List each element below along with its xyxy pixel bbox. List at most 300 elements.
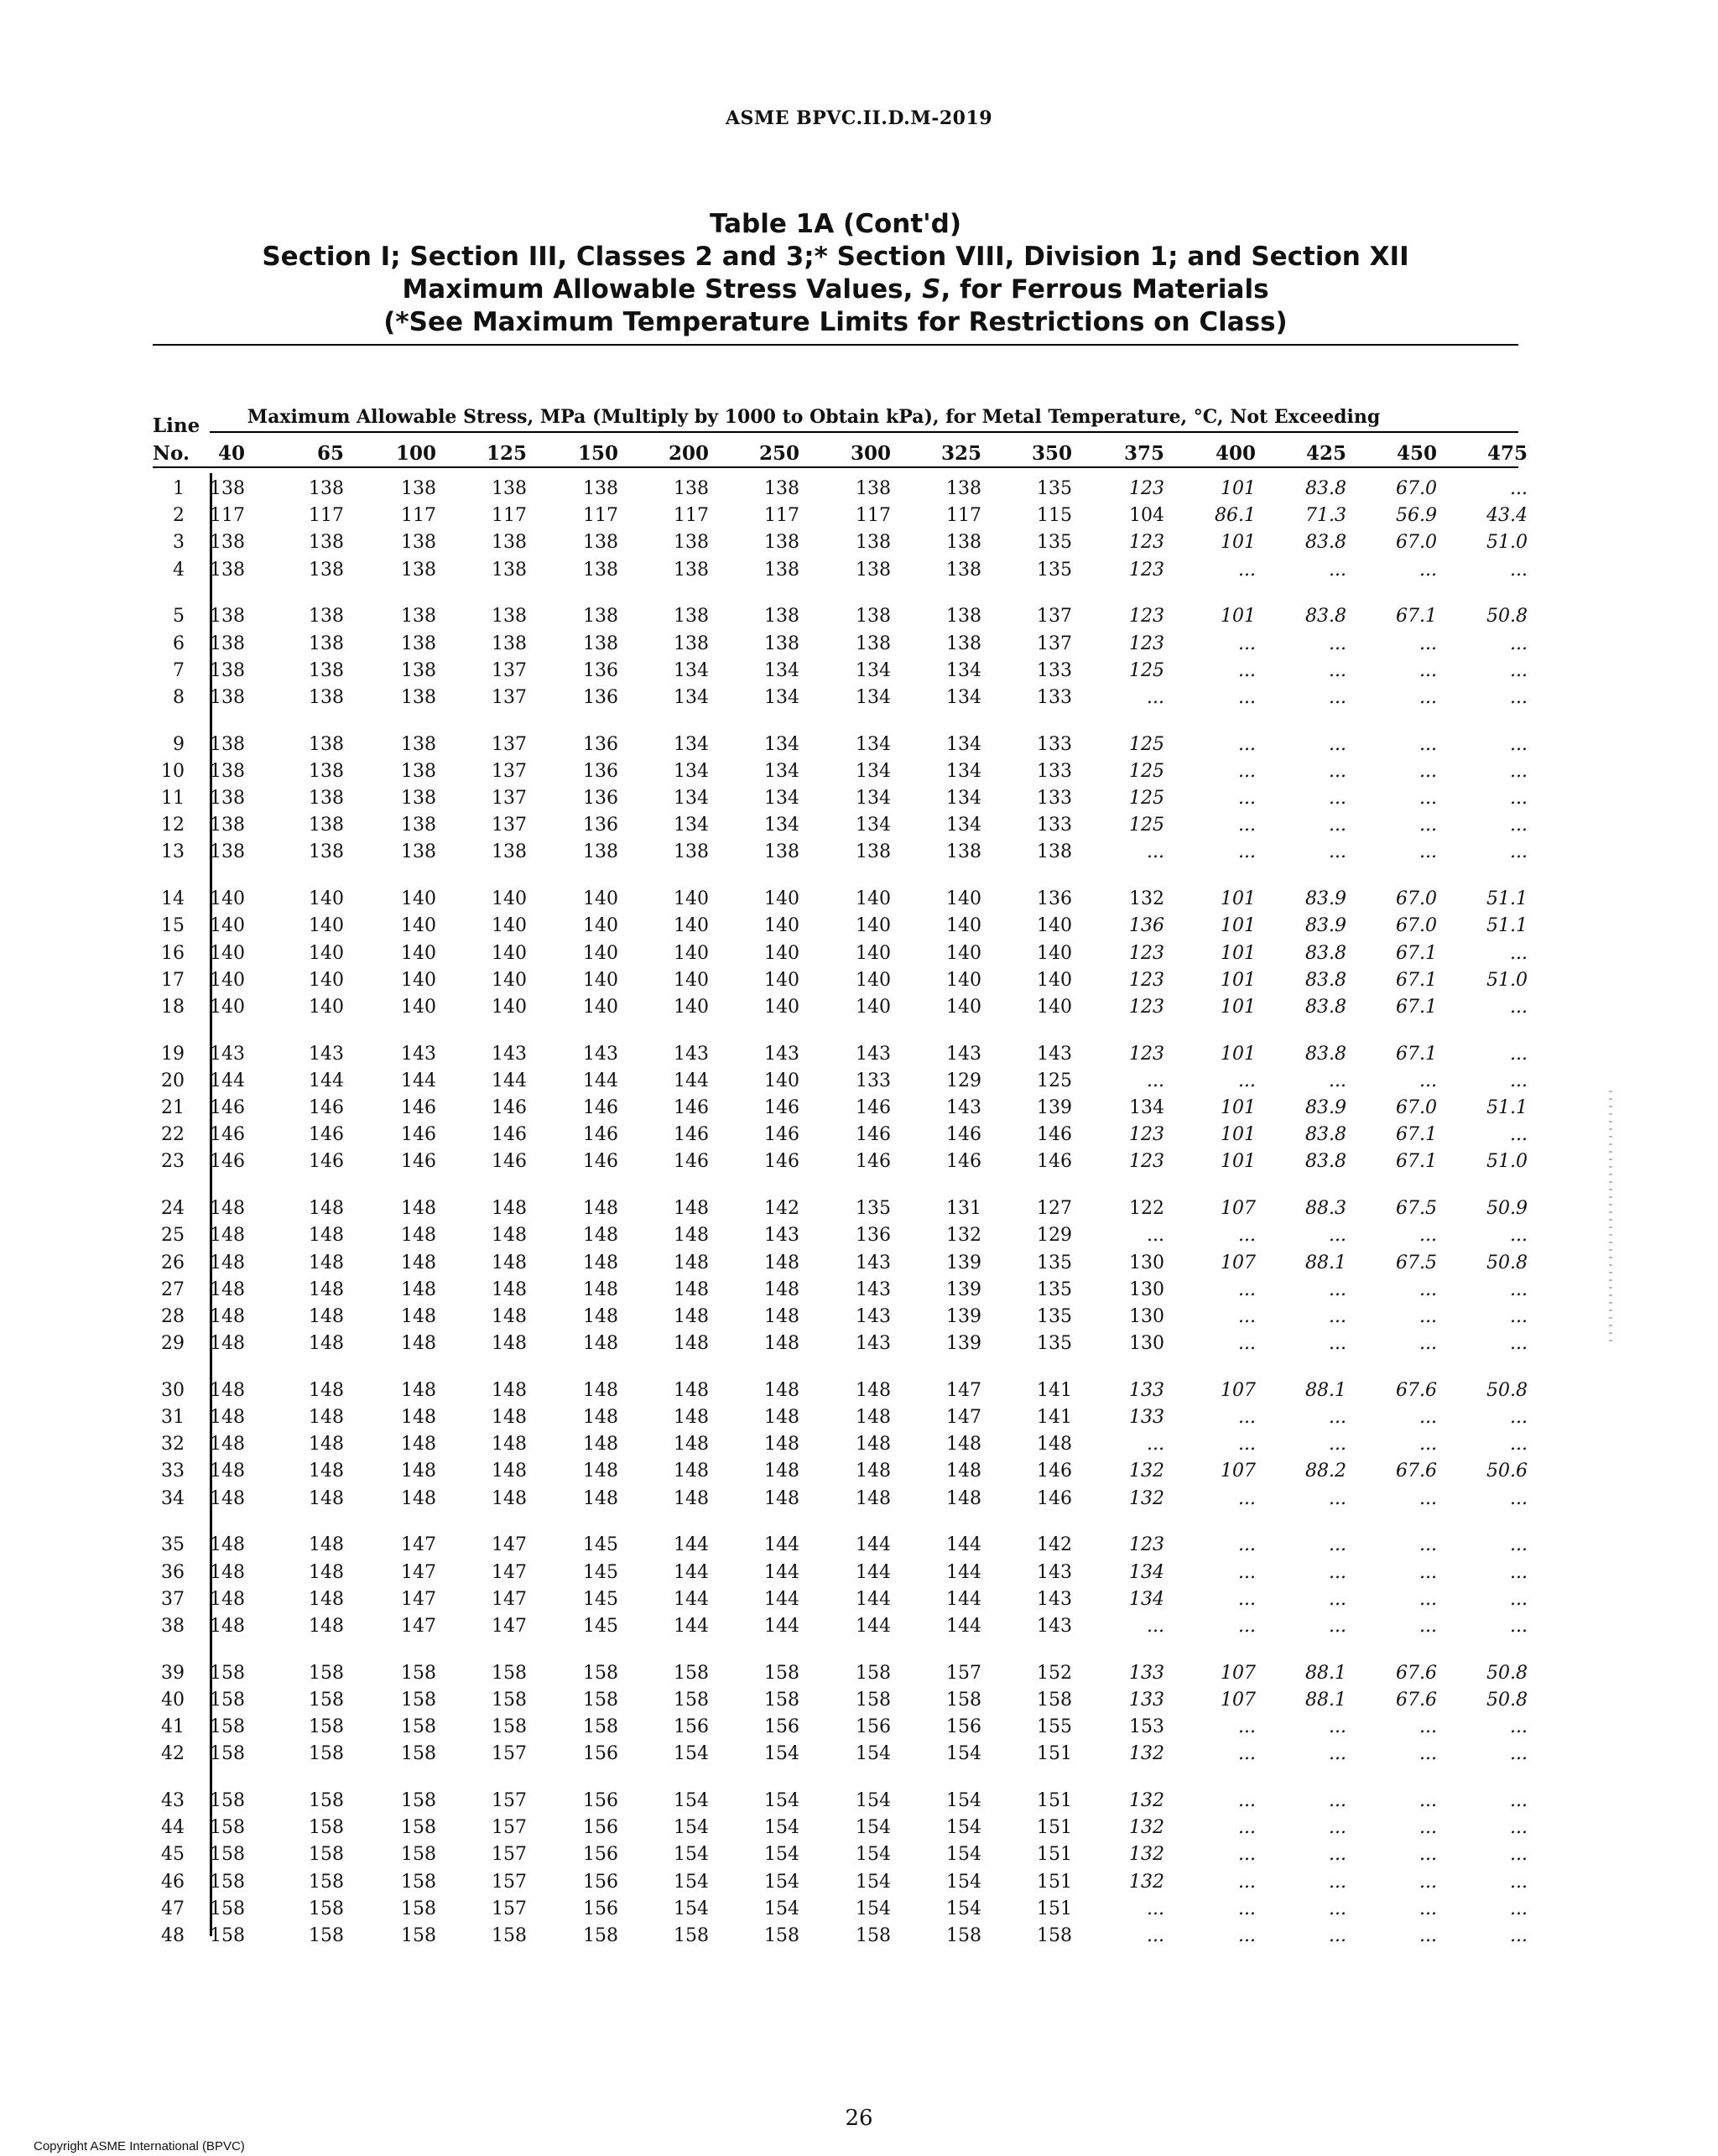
- stress-value-cell: 88.2: [1305, 1461, 1346, 1482]
- stress-value-cell: 158: [309, 1924, 344, 1946]
- stress-value-cell: 135: [1037, 532, 1072, 554]
- stress-value-cell: 157: [492, 1789, 527, 1811]
- stress-value-cell: 117: [401, 505, 436, 527]
- stress-value-cell: 133: [1129, 1662, 1164, 1684]
- stress-value-cell: 148: [309, 1588, 344, 1610]
- stress-value-cell: 123: [1129, 478, 1164, 499]
- line-number-cell: 48: [161, 1924, 185, 1946]
- stress-value-cell: ...: [1510, 1434, 1528, 1456]
- stress-value-cell: 117: [492, 505, 527, 527]
- stress-value-cell: 158: [674, 1662, 709, 1684]
- stress-value-cell: 138: [401, 633, 436, 654]
- temperature-header-cell: 475: [1486, 442, 1528, 465]
- line-number-cell: 41: [161, 1716, 185, 1737]
- stress-value-cell: 146: [946, 1151, 981, 1173]
- stress-value-cell: 138: [856, 606, 891, 628]
- stress-value-cell: 67.5: [1396, 1252, 1437, 1273]
- stress-value-cell: ...: [1510, 996, 1528, 1018]
- stress-value-cell: 138: [210, 606, 245, 628]
- line-number-cell: 37: [161, 1588, 185, 1610]
- stress-value-cell: 43.4: [1486, 505, 1528, 527]
- line-number-cell: 25: [161, 1225, 185, 1247]
- line-number-cell: 33: [161, 1461, 185, 1482]
- stress-value-cell: 140: [309, 915, 344, 937]
- stress-value-cell: ...: [1329, 1333, 1346, 1355]
- stress-value-cell: 123: [1129, 606, 1164, 628]
- stress-value-cell: 88.1: [1305, 1662, 1346, 1684]
- stress-value-cell: 154: [946, 1871, 981, 1893]
- stress-value-cell: 134: [856, 815, 891, 836]
- stress-value-cell: 146: [764, 1151, 799, 1173]
- stress-value-cell: 144: [492, 1070, 527, 1091]
- stress-value-cell: 158: [764, 1662, 799, 1684]
- stress-value-cell: 146: [674, 1124, 709, 1146]
- stress-value-cell: 132: [1129, 1461, 1164, 1482]
- stress-value-cell: 143: [764, 1043, 799, 1065]
- stress-value-cell: 143: [309, 1043, 344, 1065]
- stress-value-cell: 148: [764, 1407, 799, 1428]
- stress-value-cell: 158: [309, 1743, 344, 1765]
- stress-value-cell: ...: [1510, 1043, 1528, 1065]
- stress-value-cell: ...: [1147, 686, 1164, 708]
- stress-value-cell: 83.8: [1305, 606, 1346, 628]
- stress-value-cell: 138: [764, 478, 799, 499]
- stress-value-cell: 123: [1129, 633, 1164, 654]
- table-row: [0, 997, 1718, 1023]
- stress-value-cell: 154: [946, 1817, 981, 1839]
- stress-value-cell: 101: [1221, 1151, 1256, 1173]
- stress-value-cell: 143: [856, 1305, 891, 1327]
- stress-value-cell: 130: [1129, 1305, 1164, 1327]
- stress-value-cell: ...: [1329, 760, 1346, 782]
- stress-value-cell: 148: [674, 1434, 709, 1456]
- stress-value-cell: 67.0: [1396, 915, 1437, 937]
- stress-value-cell: 138: [492, 633, 527, 654]
- stress-value-cell: 148: [309, 1561, 344, 1583]
- stress-value-cell: 67.1: [1396, 1043, 1437, 1065]
- stress-value-cell: 135: [1037, 1278, 1072, 1300]
- stress-value-cell: 157: [492, 1844, 527, 1866]
- stress-value-cell: ...: [1510, 659, 1528, 681]
- stress-value-cell: ...: [1238, 1434, 1256, 1456]
- stress-value-cell: 148: [583, 1434, 618, 1456]
- stress-value-cell: ...: [1238, 1407, 1256, 1428]
- stress-value-cell: 155: [1037, 1716, 1072, 1737]
- stress-value-cell: 158: [764, 1689, 799, 1711]
- stress-value-cell: 148: [674, 1278, 709, 1300]
- table-subtitle-note: (*See Maximum Temperature Limits for Restrictions on Class): [383, 307, 1288, 337]
- stress-value-cell: 50.6: [1486, 1461, 1528, 1482]
- stress-value-cell: 67.0: [1396, 532, 1437, 554]
- table-row: [0, 888, 1718, 915]
- stress-value-cell: 158: [210, 1924, 245, 1946]
- stress-value-cell: ...: [1419, 815, 1437, 836]
- stress-value-cell: ...: [1238, 1561, 1256, 1583]
- line-number-cell: 43: [161, 1789, 185, 1811]
- stress-value-cell: 138: [309, 606, 344, 628]
- stress-value-cell: 154: [764, 1817, 799, 1839]
- stress-value-cell: 138: [210, 760, 245, 782]
- stress-value-cell: 148: [210, 1588, 245, 1610]
- stress-value-cell: ...: [1419, 1844, 1437, 1866]
- stress-value-cell: ...: [1510, 633, 1528, 654]
- stress-value-cell: 101: [1221, 942, 1256, 964]
- stress-value-cell: 158: [309, 1844, 344, 1866]
- stress-value-cell: 133: [1129, 1407, 1164, 1428]
- stress-value-cell: 145: [583, 1588, 618, 1610]
- stress-value-cell: 154: [674, 1871, 709, 1893]
- stress-value-cell: 156: [674, 1716, 709, 1737]
- stress-value-cell: ...: [1329, 1588, 1346, 1610]
- stress-value-cell: 148: [492, 1305, 527, 1327]
- stress-value-cell: ...: [1510, 815, 1528, 836]
- stress-value-cell: 107: [1221, 1662, 1256, 1684]
- stress-value-cell: 148: [583, 1487, 618, 1509]
- line-number-cell: 16: [161, 942, 185, 964]
- table-row: [0, 1743, 1718, 1770]
- stress-value-cell: 83.8: [1305, 1043, 1346, 1065]
- stress-value-cell: 148: [492, 1278, 527, 1300]
- stress-value-cell: 148: [210, 1278, 245, 1300]
- stress-value-cell: 148: [309, 1225, 344, 1247]
- stress-value-cell: 146: [210, 1124, 245, 1146]
- stress-value-cell: 67.1: [1396, 996, 1437, 1018]
- stress-value-cell: 134: [856, 760, 891, 782]
- table-title: Table 1A (Cont'd): [709, 209, 961, 239]
- stress-value-cell: 135: [1037, 478, 1072, 499]
- stress-value-cell: 148: [309, 1333, 344, 1355]
- stress-value-cell: 147: [492, 1588, 527, 1610]
- stress-value-cell: 148: [583, 1379, 618, 1401]
- stress-value-cell: 140: [309, 888, 344, 910]
- stress-value-cell: 158: [210, 1789, 245, 1811]
- line-number-cell: 32: [161, 1434, 185, 1456]
- subtitle-prefix: Maximum Allowable Stress Values,: [402, 274, 923, 305]
- stress-value-cell: 117: [309, 505, 344, 527]
- temperature-header-cell: 200: [668, 442, 709, 465]
- stress-value-cell: ...: [1510, 559, 1528, 581]
- line-number-cell: 45: [161, 1844, 185, 1866]
- stress-value-cell: 146: [210, 1151, 245, 1173]
- stress-value-cell: 138: [210, 559, 245, 581]
- stress-value-cell: 138: [674, 478, 709, 499]
- stress-value-cell: 158: [401, 1817, 436, 1839]
- stress-value-cell: 148: [856, 1407, 891, 1428]
- stress-value-cell: 148: [492, 1487, 527, 1509]
- stress-value-cell: 148: [583, 1407, 618, 1428]
- line-number-cell: 2: [173, 505, 185, 527]
- stress-value-cell: 138: [856, 841, 891, 863]
- stress-value-cell: 148: [210, 1434, 245, 1456]
- stress-value-cell: ...: [1329, 841, 1346, 863]
- stress-value-cell: 140: [764, 888, 799, 910]
- stress-value-cell: 146: [583, 1124, 618, 1146]
- table-row: [0, 1097, 1718, 1124]
- stress-value-cell: 138: [401, 478, 436, 499]
- table-row: [0, 1306, 1718, 1333]
- stress-value-cell: 138: [583, 841, 618, 863]
- stress-value-cell: 131: [946, 1198, 981, 1220]
- stress-value-cell: 88.1: [1305, 1252, 1346, 1273]
- stress-value-cell: 140: [583, 942, 618, 964]
- stress-value-cell: 134: [856, 659, 891, 681]
- stress-value-cell: 147: [401, 1534, 436, 1556]
- stress-value-cell: ...: [1147, 1924, 1164, 1946]
- stress-value-cell: 140: [946, 915, 981, 937]
- stress-value-cell: ...: [1510, 1070, 1528, 1091]
- stress-value-cell: 158: [210, 1817, 245, 1839]
- stress-value-cell: 138: [309, 559, 344, 581]
- stress-value-cell: 134: [764, 760, 799, 782]
- table-row: [0, 970, 1718, 997]
- stress-value-cell: ...: [1419, 686, 1437, 708]
- stress-value-cell: 138: [401, 815, 436, 836]
- stress-value-cell: 135: [1037, 1252, 1072, 1273]
- stress-value-cell: 138: [309, 841, 344, 863]
- stress-value-cell: 148: [401, 1333, 436, 1355]
- stress-value-cell: 51.0: [1486, 532, 1528, 554]
- stress-value-cell: 138: [492, 532, 527, 554]
- stress-value-cell: 137: [492, 733, 527, 755]
- stress-value-cell: 151: [1037, 1789, 1072, 1811]
- stress-value-cell: 138: [309, 788, 344, 809]
- stress-value-cell: ...: [1510, 686, 1528, 708]
- stress-value-cell: ...: [1329, 1434, 1346, 1456]
- stress-value-cell: 138: [210, 733, 245, 755]
- stress-value-cell: 156: [583, 1871, 618, 1893]
- stress-value-cell: 138: [764, 606, 799, 628]
- stress-value-cell: ...: [1510, 1789, 1528, 1811]
- stress-value-cell: 148: [309, 1379, 344, 1401]
- stress-value-cell: 129: [1037, 1225, 1072, 1247]
- stress-value-cell: 151: [1037, 1743, 1072, 1765]
- stress-value-cell: 101: [1221, 606, 1256, 628]
- stress-value-cell: 132: [1129, 1743, 1164, 1765]
- table-row: [0, 478, 1718, 505]
- stress-value-cell: 158: [401, 1789, 436, 1811]
- table-row: [0, 505, 1718, 532]
- table-row: [0, 1333, 1718, 1360]
- stress-value-cell: 138: [210, 633, 245, 654]
- stress-value-cell: 138: [492, 606, 527, 628]
- stress-value-cell: 158: [583, 1689, 618, 1711]
- stress-value-cell: 101: [1221, 1097, 1256, 1118]
- table-row: [0, 1898, 1718, 1925]
- stress-value-cell: ...: [1510, 1588, 1528, 1610]
- line-number-cell: 29: [161, 1333, 185, 1355]
- line-number-cell: 7: [173, 659, 185, 681]
- stress-value-cell: 146: [1037, 1124, 1072, 1146]
- stress-value-cell: ...: [1419, 1534, 1437, 1556]
- stress-value-cell: 134: [856, 686, 891, 708]
- stress-value-cell: 148: [309, 1434, 344, 1456]
- stress-value-cell: 125: [1129, 815, 1164, 836]
- line-number-cell: 4: [173, 559, 185, 581]
- stress-value-cell: ...: [1510, 1898, 1528, 1919]
- stress-value-cell: 158: [583, 1924, 618, 1946]
- stress-value-cell: ...: [1329, 733, 1346, 755]
- line-number-cell: 12: [161, 815, 185, 836]
- stress-value-cell: 144: [674, 1561, 709, 1583]
- line-number-cell: 18: [161, 996, 185, 1018]
- stress-value-cell: 157: [492, 1898, 527, 1919]
- stress-value-cell: 138: [674, 841, 709, 863]
- stress-value-cell: 143: [1037, 1615, 1072, 1637]
- stress-value-cell: 148: [583, 1198, 618, 1220]
- stress-value-cell: 138: [309, 760, 344, 782]
- stress-value-cell: 140: [1037, 942, 1072, 964]
- stress-value-cell: 146: [492, 1097, 527, 1118]
- stress-value-cell: 50.8: [1486, 1662, 1528, 1684]
- temperature-header-cell: 65: [316, 442, 344, 465]
- stress-value-cell: 125: [1129, 659, 1164, 681]
- stress-value-cell: 67.6: [1396, 1379, 1437, 1401]
- stress-value-cell: ...: [1419, 1716, 1437, 1737]
- stress-value-cell: ...: [1238, 1716, 1256, 1737]
- stress-value-cell: 154: [674, 1743, 709, 1765]
- stress-value-cell: 134: [946, 659, 981, 681]
- stress-value-cell: 146: [1037, 1461, 1072, 1482]
- stress-value-cell: 146: [210, 1097, 245, 1118]
- stress-value-cell: ...: [1419, 1305, 1437, 1327]
- line-number-cell: 35: [161, 1534, 185, 1556]
- stress-value-cell: 137: [1037, 633, 1072, 654]
- stress-value-cell: 156: [764, 1716, 799, 1737]
- stress-value-cell: ...: [1419, 1407, 1437, 1428]
- stress-value-cell: ...: [1238, 788, 1256, 809]
- stress-value-cell: 158: [309, 1716, 344, 1737]
- stress-value-cell: 143: [946, 1097, 981, 1118]
- line-number-cell: 3: [173, 532, 185, 554]
- stress-value-cell: ...: [1419, 633, 1437, 654]
- stress-value-cell: 88.3: [1305, 1198, 1346, 1220]
- stress-value-cell: ...: [1147, 1615, 1164, 1637]
- stress-value-cell: 154: [764, 1743, 799, 1765]
- stress-value-cell: ...: [1419, 1789, 1437, 1811]
- stress-value-cell: 138: [309, 532, 344, 554]
- stress-value-cell: 144: [856, 1588, 891, 1610]
- stress-value-cell: 152: [1037, 1662, 1072, 1684]
- stress-value-cell: 144: [856, 1561, 891, 1583]
- stress-value-cell: 145: [583, 1615, 618, 1637]
- stress-value-cell: 148: [856, 1434, 891, 1456]
- stress-value-cell: ...: [1329, 1716, 1346, 1737]
- stress-value-cell: ...: [1510, 1278, 1528, 1300]
- stress-value-cell: 140: [309, 969, 344, 991]
- stress-value-cell: 139: [946, 1278, 981, 1300]
- line-number-cell: 22: [161, 1124, 185, 1146]
- stress-value-cell: ...: [1329, 1817, 1346, 1839]
- stress-value-cell: ...: [1238, 1789, 1256, 1811]
- stress-value-cell: 148: [401, 1379, 436, 1401]
- stress-value-cell: ...: [1238, 686, 1256, 708]
- stress-value-cell: 138: [764, 532, 799, 554]
- stress-value-cell: 125: [1129, 733, 1164, 755]
- stress-value-cell: ...: [1510, 1561, 1528, 1583]
- stress-value-cell: 148: [674, 1407, 709, 1428]
- stress-value-cell: ...: [1329, 1561, 1346, 1583]
- stress-value-cell: 138: [492, 478, 527, 499]
- stress-value-cell: 148: [401, 1225, 436, 1247]
- stress-value-cell: 158: [309, 1689, 344, 1711]
- stress-value-cell: 136: [1037, 888, 1072, 910]
- line-number-cell: 13: [161, 841, 185, 863]
- stress-value-cell: 67.0: [1396, 888, 1437, 910]
- stress-value-cell: 138: [210, 659, 245, 681]
- stress-value-cell: 140: [674, 942, 709, 964]
- stress-value-cell: 148: [210, 1305, 245, 1327]
- stress-value-cell: ...: [1510, 1924, 1528, 1946]
- stress-value-cell: ...: [1419, 1817, 1437, 1839]
- stress-value-cell: 115: [1037, 505, 1072, 527]
- stress-value-cell: ...: [1329, 788, 1346, 809]
- stress-value-cell: 148: [309, 1461, 344, 1482]
- table-row: [0, 1044, 1718, 1070]
- stress-value-cell: ...: [1419, 1871, 1437, 1893]
- stress-value-cell: ...: [1238, 559, 1256, 581]
- stress-value-cell: 148: [764, 1305, 799, 1327]
- stress-value-cell: 154: [946, 1743, 981, 1765]
- table-row: [0, 1663, 1718, 1690]
- stress-value-cell: 140: [946, 969, 981, 991]
- stress-value-cell: 145: [583, 1561, 618, 1583]
- stress-value-cell: 132: [1129, 1817, 1164, 1839]
- stress-value-cell: ...: [1510, 788, 1528, 809]
- stress-value-cell: 123: [1129, 969, 1164, 991]
- stress-value-cell: 148: [674, 1487, 709, 1509]
- stress-value-cell: 140: [946, 942, 981, 964]
- stress-value-cell: 158: [309, 1871, 344, 1893]
- stress-value-cell: ...: [1329, 633, 1346, 654]
- table-row: [0, 815, 1718, 841]
- stress-value-cell: 154: [674, 1844, 709, 1866]
- stress-value-cell: 138: [309, 733, 344, 755]
- stress-value-cell: ...: [1238, 1898, 1256, 1919]
- stress-value-cell: 144: [764, 1615, 799, 1637]
- stress-value-cell: 148: [309, 1407, 344, 1428]
- stress-value-cell: 148: [210, 1461, 245, 1482]
- stress-value-cell: 158: [583, 1662, 618, 1684]
- stress-value-cell: 83.9: [1305, 888, 1346, 910]
- stress-value-cell: 139: [946, 1305, 981, 1327]
- stress-value-cell: 148: [764, 1379, 799, 1401]
- stress-value-cell: ...: [1238, 1844, 1256, 1866]
- line-number-cell: 17: [161, 969, 185, 991]
- stress-value-cell: 138: [946, 478, 981, 499]
- stress-value-cell: 157: [492, 1743, 527, 1765]
- table-row: [0, 1817, 1718, 1844]
- stress-value-cell: 154: [856, 1844, 891, 1866]
- stress-value-cell: 117: [583, 505, 618, 527]
- stress-value-cell: 86.1: [1215, 505, 1256, 527]
- stress-value-cell: ...: [1510, 1716, 1528, 1737]
- stress-value-cell: 140: [210, 915, 245, 937]
- stress-value-cell: ...: [1419, 1225, 1437, 1247]
- line-number-cell: 11: [161, 788, 185, 809]
- stress-value-cell: 101: [1221, 996, 1256, 1018]
- stress-value-cell: 71.3: [1305, 505, 1346, 527]
- line-number-cell: 1: [173, 478, 185, 499]
- stress-value-cell: 138: [309, 659, 344, 681]
- stress-value-cell: 158: [583, 1716, 618, 1737]
- stress-value-cell: 144: [764, 1561, 799, 1583]
- stress-value-cell: 143: [492, 1043, 527, 1065]
- stress-value-cell: 133: [1037, 788, 1072, 809]
- stress-value-cell: 148: [210, 1615, 245, 1637]
- stress-value-cell: 158: [210, 1716, 245, 1737]
- stress-value-cell: 138: [401, 760, 436, 782]
- stress-value-cell: 154: [946, 1844, 981, 1866]
